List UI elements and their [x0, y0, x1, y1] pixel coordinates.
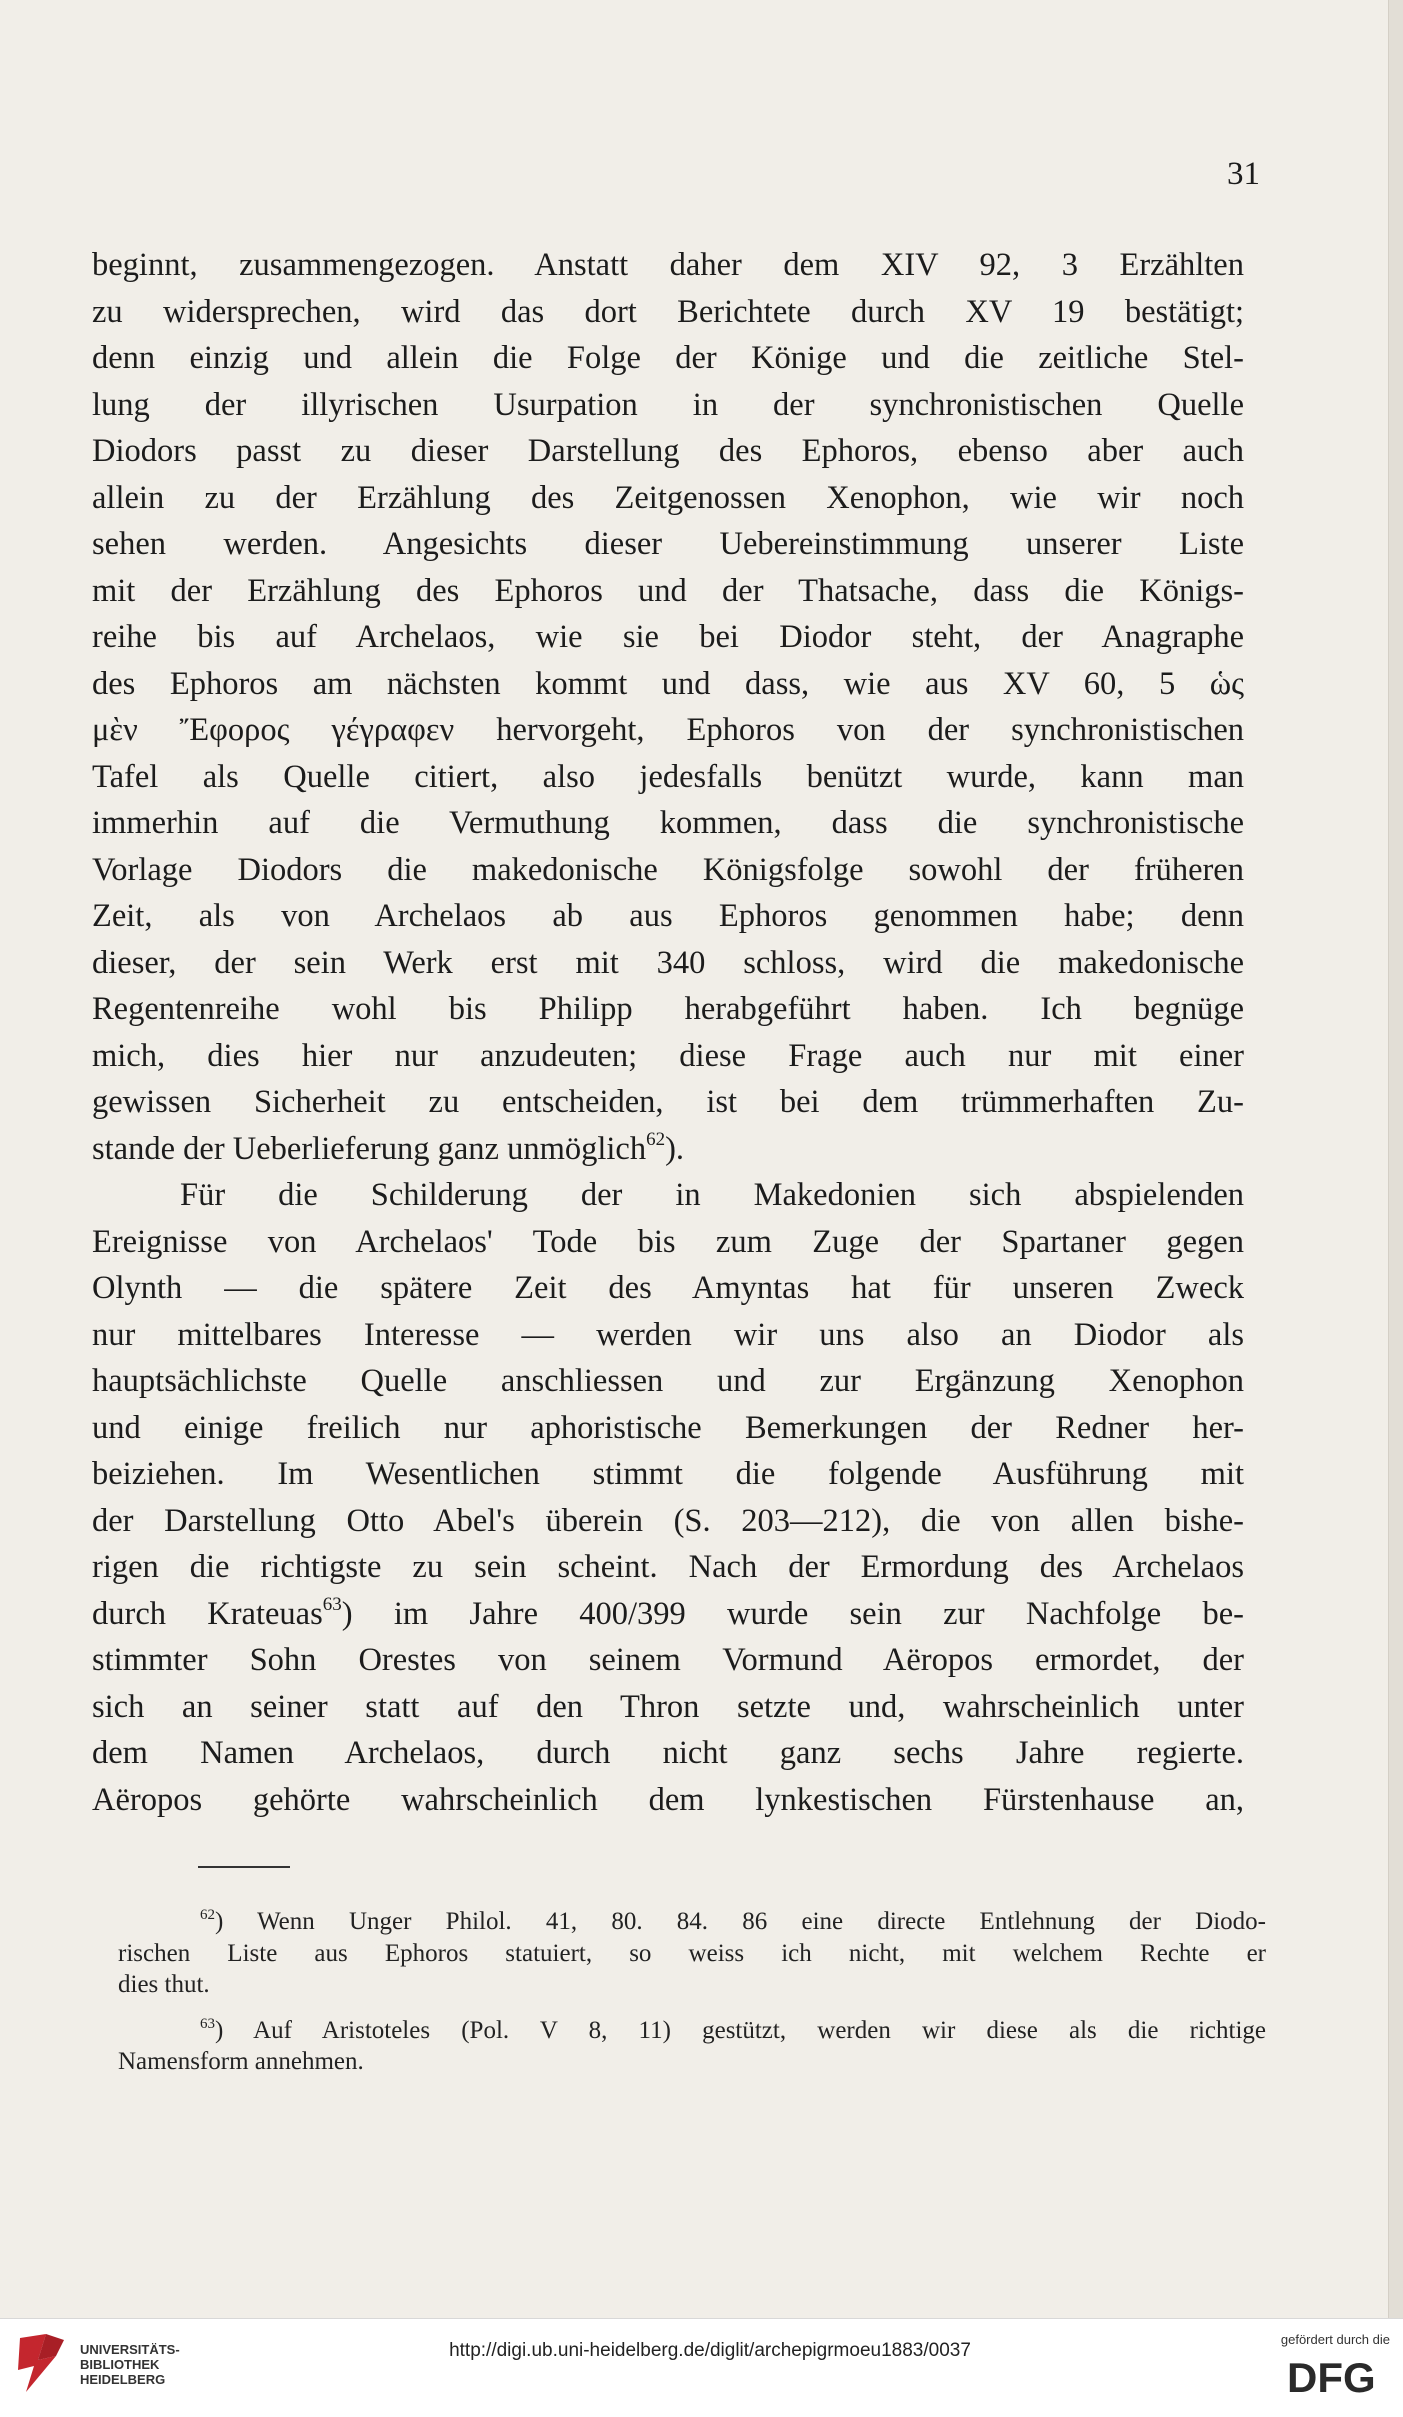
footnotes	[118, 1906, 1266, 2078]
text-line: beiziehen. Im Wesentlichen stimmt die folgende Ausführung mit	[92, 1456, 1244, 1492]
text-line: beginnt, zusammengezogen. Anstatt daher dem XIV 92, 3 Erzählten	[92, 247, 1244, 283]
text-line: sich an seiner statt auf den Thron setzte und, wahrscheinlich unter	[92, 1688, 1244, 1725]
library-name-line: BIBLIOTHEK	[80, 2357, 160, 2372]
permalink-link[interactable]: http://digi.ub.uni-heidelberg.de/diglit/archepigrmoeu1883/0037	[449, 2340, 971, 2361]
text-line: reihe bis auf Archelaos, wie sie bei Diodor steht, der Anagraphe	[92, 619, 1244, 655]
text-line: sehen werden. Angesichts dieser Uebereinstimmung unserer Liste	[92, 526, 1244, 562]
university-library-logo-icon[interactable]	[16, 2330, 68, 2396]
text-line	[92, 1591, 1244, 1638]
footnote-number: 63	[200, 2015, 215, 2032]
footnote-line: dies thut.	[118, 1971, 210, 1998]
page-number: 31	[1227, 156, 1260, 192]
text-line: und einige freilich nur aphoristische Bemerkungen der Redner her-	[92, 1409, 1244, 1446]
line-text: stande der Ueberlieferung ganz unmöglich	[92, 1130, 647, 1167]
text-line: Vorlage Diodors die makedonische Königsfolge sowohl der früheren	[92, 851, 1244, 888]
text-line: nur mittelbares Interesse — werden wir uns also an Diodor als	[92, 1316, 1244, 1353]
dfg-logo-text: DFG	[1287, 2354, 1376, 2400]
text-line: Ereignisse von Archelaos' Tode bis zum Zuge der Spartaner gegen	[92, 1223, 1244, 1260]
footnote-number: 62	[200, 1907, 215, 1923]
text-line: rigen die richtigste zu sein scheint. Nach der Ermordung des Archelaos	[92, 1549, 1244, 1585]
library-name-line: HEIDELBERG	[80, 2372, 166, 2387]
line-text-tail: ) im Jahre 400/399 wurde sein zur Nachfolge be-	[341, 1595, 1244, 1632]
text-line: Für die Schilderung der in Makedonien sich abspielenden	[180, 1177, 1244, 1213]
text-line: denn einzig und allein die Folge der Könige und die zeitliche Stel-	[92, 340, 1244, 376]
text-line: dem Namen Archelaos, durch nicht ganz sechs Jahre regierte.	[92, 1735, 1244, 1771]
footnote-text: ) Wenn Unger Philol. 41, 80. 84. 86 eine directe Entlehnung der Diodo-	[215, 1908, 1266, 1935]
text-line: immerhin auf die Vermuthung kommen, dass die synchronistische	[92, 805, 1244, 841]
text-line: mich, dies hier nur anzudeuten; diese Frage auch nur mit einer	[92, 1037, 1244, 1074]
line-text: durch Krateuas	[92, 1595, 323, 1632]
text-line: Aëropos gehörte wahrscheinlich dem lynkestischen Fürstenhause an,	[92, 1781, 1244, 1818]
text-line: allein zu der Erzählung des Zeitgenossen Xenophon, wie wir noch	[92, 479, 1244, 516]
funded-by-label: gefördert durch die	[1280, 2332, 1390, 2347]
text-line: der Darstellung Otto Abel's überein (S. 203—212), die von allen bishe-	[92, 1502, 1244, 1539]
text-line: des Ephoros am nächsten kommt und dass, wie aus XV 60, 5 ὡς	[92, 665, 1244, 702]
text-line: Olynth — die spätere Zeit des Amyntas hat für unseren Zweck	[92, 1270, 1244, 1306]
text-line: Diodors passt zu dieser Darstellung des Ephoros, ebenso aber auch	[92, 433, 1244, 469]
text-line: zu widersprechen, wird das dort Berichtete durch XV 19 bestätigt;	[92, 293, 1244, 330]
footnote-line	[118, 2015, 1266, 2047]
library-name-line: UNIVERSITÄTS-	[80, 2342, 180, 2357]
text-line: μὲν Ἔφορος γέγραφεν hervorgeht, Ephoros von der synchronistischen	[92, 712, 1244, 748]
text-line: Regentenreihe wohl bis Philipp herabgeführt haben. Ich begnüge	[92, 991, 1244, 1027]
text-line: stimmter Sohn Orestes von seinem Vormund Aëropos ermordet, der	[92, 1642, 1244, 1678]
dfg-logo-icon[interactable]	[1287, 2352, 1391, 2400]
library-name	[80, 2342, 180, 2387]
footnote-ref: 63	[322, 1593, 342, 1615]
page-edge	[1388, 0, 1403, 2318]
text-line: Tafel als Quelle citiert, also jedesfalls benützt wurde, kann man	[92, 758, 1244, 795]
footnote-line	[118, 1906, 1266, 1938]
text-line: hauptsächlichste Quelle anschliessen und zur Ergänzung Xenophon	[92, 1363, 1244, 1399]
line-text-tail: ).	[665, 1130, 685, 1167]
text-line: gewissen Sicherheit zu entscheiden, ist bei dem trümmerhaften Zu-	[92, 1084, 1244, 1120]
text-line: mit der Erzählung des Ephoros und der Thatsache, dass die Königs-	[92, 572, 1244, 609]
footnote-ref: 62	[646, 1128, 666, 1150]
footnote-text: ) Auf Aristoteles (Pol. V 8, 11) gestützt, werden wir diese als die richtige	[215, 2016, 1266, 2044]
footnote-divider	[198, 1866, 290, 1868]
text-line: Zeit, als von Archelaos ab aus Ephoros genommen habe; denn	[92, 898, 1244, 934]
text-line	[92, 1126, 1244, 1173]
body-text	[92, 242, 1244, 1823]
text-line: lung der illyrischen Usurpation in der synchronistischen Quelle	[92, 386, 1244, 423]
footnote-line: Namensform annehmen.	[118, 2048, 364, 2075]
viewer-footer	[0, 2318, 1403, 2417]
text-line: dieser, der sein Werk erst mit 340 schloss, wird die makedonische	[92, 944, 1244, 981]
footnote-line: rischen Liste aus Ephoros statuiert, so weiss ich nicht, mit welchem Rechte er	[118, 1939, 1266, 1967]
